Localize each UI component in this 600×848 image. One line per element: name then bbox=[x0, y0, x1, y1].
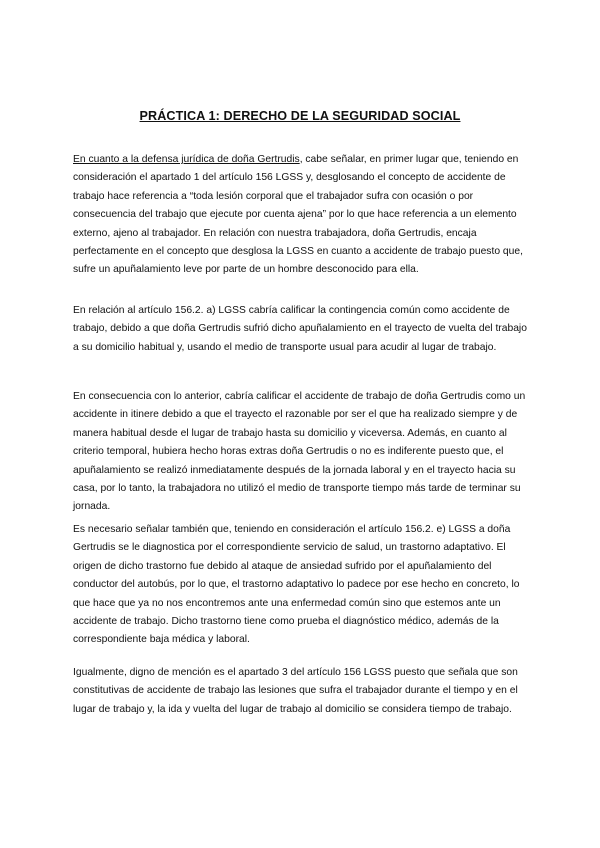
paragraph-articulo-156-3: Igualmente, digno de mención es el apartado 3 del artículo 156 LGSS puesto que señala que son constitutivas de accidente de trabajo las lesiones que sufra el trabajador durante el tiempo y en el lugar de trabajo y, la ida y vuelta del lugar de trabajo al domicilio se considera tiempo de trabajo. bbox=[73, 667, 518, 715]
paragraph-articulo-156-2-e: Es necesario señalar también que, teniendo en consideración el artículo 156.2. e) LGSS a doña Gertrudis se le diagnostica por el correspondiente servicio de salud, un trastorno adaptativo. El origen de dicho trastorno fue debido al ataque de ansiedad sufrido por el apuñalamiento del conductor del autobús, por lo que, el trastorno adaptativo lo padece por ese hecho en concreto, lo que hace que ya no nos encontremos ante una enfermedad común sino que estemos ante un accidente de trabajo. Dicho trastorno tiene como prueba el diagnóstico médico, además de la correspondiente baja médica y laboral. bbox=[73, 524, 520, 646]
paragraph-defensa-juridica bbox=[73, 151, 533, 280]
paragraph-articulo-156-2-a: En relación al artículo 156.2. a) LGSS cabría calificar la contingencia común como accidente de trabajo, debido a que doña Gertrudis sufrió dicho apuñalamiento en el trayecto de vuelta del trabajo a su domicilio habitual y, usando el medio de transporte usual para acudir al lugar de trabajo. bbox=[73, 305, 527, 353]
document-title: PRÁCTICA 1: DERECHO DE LA SEGURIDAD SOCIAL bbox=[139, 109, 461, 123]
paragraph-lead-underlined: En cuanto a la defensa jurídica de doña Gertrudis bbox=[73, 154, 300, 165]
paragraph-accidente-in-itinere: En consecuencia con lo anterior, cabría calificar el accidente de trabajo de doña Gertrudis como un accidente in itinere debido a que el trayecto el razonable por ser el que ha realizado siempre y de manera habitual desde el lugar de trabajo hasta su domicilio y viceversa. Además, en cuanto al criterio temporal, hubiera hecho horas extras doña Gertrudis o no es indiferente puesto que, el apuñalamiento se realizó inmediatamente después de la jornada laboral y en el trayecto hacia su casa, por lo tanto, la trabajadora no utilizó el medio de transporte tiempo más tarde de terminar su jornada. bbox=[73, 391, 526, 513]
paragraph-text: , cabe señalar, en primer lugar que, teniendo en consideración el apartado 1 del artículo 156 LGSS y, desglosando el concepto de accidente de trabajo hace referencia a “toda lesión corporal que el trabajador sufra con ocasión o por consecuencia del trabajo que ejecute por cuenta ajena” por lo que hace referencia a un elemento externo, ajeno al trabajador. En relación con nuestra trabajadora, doña Gertrudis, encaja perfectamente en el concepto que desglosa la LGSS en cuanto a accidente de trabajo puesto que, sufre un apuñalamiento leve por parte de un hombre desconocido para ella. bbox=[73, 154, 523, 276]
